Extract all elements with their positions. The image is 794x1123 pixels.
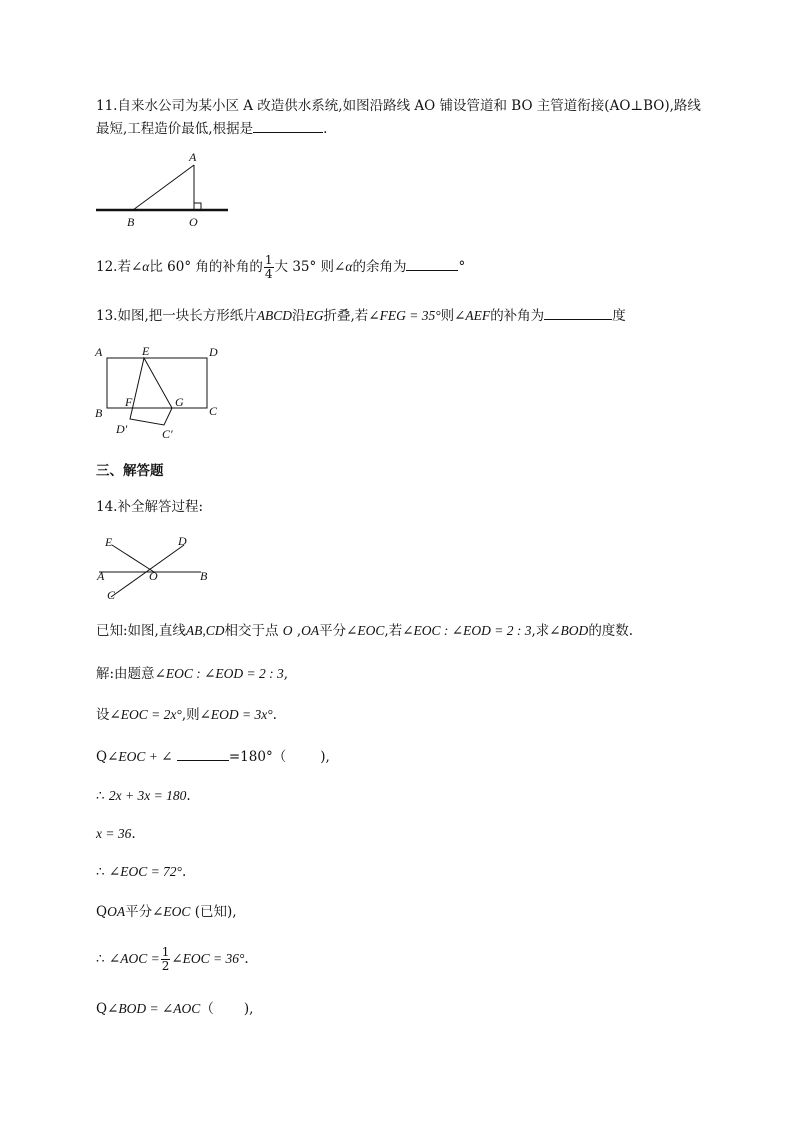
q14-lines: AB,CD bbox=[185, 623, 225, 638]
q14-s9-q: Q bbox=[96, 1001, 108, 1017]
q12-fraction bbox=[264, 254, 274, 281]
q14-s2-b: ∠EOD = 3x° bbox=[199, 707, 273, 722]
q14-s5-expr: x = 36 bbox=[96, 826, 132, 841]
q13-label-e: E bbox=[142, 344, 150, 358]
q12-text-mid1: 比 60° 角的补角的 bbox=[149, 259, 263, 275]
q14-s9-end: ), bbox=[243, 1001, 254, 1017]
q13-text-mid1: 沿 bbox=[292, 308, 306, 324]
q13-label-a: A bbox=[95, 345, 103, 359]
q11-line1 bbox=[96, 96, 701, 116]
q11-text-2: 最短,工程造价最低,根据是 bbox=[96, 121, 254, 137]
q11-figure bbox=[94, 148, 234, 232]
q14-figure bbox=[95, 535, 215, 601]
q14-step6 bbox=[96, 862, 186, 882]
q14-label-e: E bbox=[105, 535, 113, 549]
q11-end: . bbox=[323, 121, 328, 137]
q13-line bbox=[96, 305, 626, 326]
q14-s8-b: ∠EOC = 36° bbox=[171, 951, 245, 966]
q14-given-end: 的度数. bbox=[588, 623, 634, 639]
q14-s1-pre: 解:由题意 bbox=[96, 666, 155, 682]
q14-given bbox=[96, 621, 633, 641]
q13-angle: ∠AEF bbox=[454, 308, 491, 323]
q14-title: 14.补全解答过程: bbox=[96, 499, 204, 515]
q14-point-o: O bbox=[282, 623, 293, 638]
q14-given-pre: 已知:如图,直线 bbox=[96, 623, 186, 639]
q14-step7 bbox=[96, 902, 237, 922]
q11-label-b: B bbox=[127, 215, 135, 229]
q14-label-b: B bbox=[200, 569, 208, 583]
q11-label-o: O bbox=[189, 215, 198, 229]
q14-s8-frac-num: 1 bbox=[161, 945, 170, 959]
q12-answer-blank[interactable] bbox=[406, 256, 458, 271]
q13-label-d: D bbox=[209, 345, 218, 359]
q14-s6-therefore: ∴ bbox=[96, 864, 105, 880]
q13-folded-part bbox=[130, 358, 172, 425]
q14-s8-fraction bbox=[161, 946, 171, 973]
q13-end: 度 bbox=[612, 308, 626, 324]
q14-label-d: D bbox=[178, 535, 187, 548]
q14-ray-oe bbox=[112, 545, 154, 572]
q12-alpha-2: α bbox=[345, 259, 353, 274]
q14-ratio: ∠EOC : ∠EOD = 2 : 3 bbox=[402, 623, 532, 638]
q14-step1 bbox=[96, 664, 288, 684]
q14-s3-expr: ∠EOC + ∠ bbox=[107, 749, 173, 764]
q13-rect: ABCD bbox=[256, 308, 293, 323]
q13-text-mid4: 的补角为 bbox=[490, 308, 545, 324]
q14-step2 bbox=[96, 705, 277, 725]
q14-given-mid5: ,求 bbox=[531, 623, 550, 639]
q13-text-pre: 13.如图,把一块长方形纸片 bbox=[96, 308, 257, 324]
q14-oa: OA bbox=[301, 623, 320, 638]
q12-alpha-1: α bbox=[142, 259, 150, 274]
q11-answer-blank[interactable] bbox=[253, 118, 323, 133]
q13-text-mid2: 折叠,若 bbox=[323, 308, 369, 324]
q14-s2-mid: ,则 bbox=[181, 707, 200, 723]
q13-label-c: C bbox=[209, 404, 218, 418]
q13-text-mid3: 则 bbox=[440, 308, 455, 324]
q14-label-a: A bbox=[97, 569, 105, 583]
q12-end: ° bbox=[458, 259, 466, 275]
q11-text-1: 11.自来水公司为某小区 A 改造供水系统,如图沿路线 AO 铺设管道和 BO 主管道衔接(AO⊥BO),路线 bbox=[96, 98, 701, 114]
q14-s3-eq: =180°（ bbox=[228, 749, 287, 765]
q14-label-c: C bbox=[107, 588, 116, 601]
q14-s7-mid: 平分 bbox=[125, 904, 153, 920]
q14-s3-blank[interactable] bbox=[177, 746, 229, 761]
q13-label-g: G bbox=[175, 395, 184, 409]
q14-step4 bbox=[96, 786, 191, 806]
q12-line bbox=[96, 254, 465, 281]
q14-step8 bbox=[96, 946, 249, 973]
q13-answer-blank[interactable] bbox=[544, 305, 612, 320]
q13-figure bbox=[92, 340, 232, 444]
q14-s1-expr: ∠EOC : ∠EOD = 2 : 3 bbox=[154, 666, 284, 681]
q14-s8-therefore: ∴ bbox=[96, 951, 105, 967]
q12-frac-den: 4 bbox=[264, 267, 273, 281]
q14-given-mid1: 相交于点 bbox=[224, 623, 279, 639]
q14-s4-therefore: ∴ bbox=[96, 788, 105, 804]
q14-s9-expr: ∠BOD = ∠AOC bbox=[107, 1001, 201, 1016]
q13-label-d-prime: D′ bbox=[116, 422, 128, 436]
q14-given-mid3: 平分 bbox=[319, 623, 347, 639]
q14-s4-end: . bbox=[186, 788, 191, 804]
q14-s5-end: . bbox=[131, 826, 136, 842]
q14-step5 bbox=[96, 824, 136, 844]
q14-s3-end: ), bbox=[320, 749, 330, 765]
q11-label-a: A bbox=[189, 150, 197, 164]
q14-s2-a: ∠EOC = 2x° bbox=[109, 707, 182, 722]
q14-s3-q: Q bbox=[96, 749, 108, 765]
q14-s7-q: Q bbox=[96, 904, 108, 920]
section-title: 三、解答题 bbox=[96, 463, 164, 479]
q13-label-b: B bbox=[95, 406, 103, 420]
q14-s6-expr: ∠EOC = 72° bbox=[108, 864, 182, 879]
q14-s7-eoc: ∠EOC bbox=[152, 904, 191, 919]
q11-line2 bbox=[96, 118, 327, 139]
q13-fold: EG bbox=[305, 308, 324, 323]
q14-s2-pre: 设 bbox=[96, 707, 110, 723]
q14-step3 bbox=[96, 746, 330, 767]
q14-s1-end: , bbox=[283, 666, 289, 682]
q14-s9-paren: （ bbox=[200, 1001, 214, 1017]
q14-step9 bbox=[96, 999, 253, 1019]
q14-line-cd bbox=[111, 545, 184, 597]
q13-condition: ∠FEG = 35° bbox=[368, 308, 441, 323]
q14-label-o: O bbox=[149, 569, 158, 583]
q12-text-mid3: 的余角为 bbox=[352, 259, 407, 275]
q14-s7-oa: OA bbox=[107, 904, 126, 919]
q11-segment-ab bbox=[133, 165, 194, 210]
q14-s8-a: ∠AOC = bbox=[108, 951, 160, 966]
q14-s8-frac-den: 2 bbox=[161, 959, 170, 973]
q13-rectangle bbox=[107, 358, 207, 408]
q14-s8-end: . bbox=[244, 951, 249, 967]
q14-s2-end: . bbox=[272, 707, 277, 723]
q14-eoc: ∠EOC bbox=[346, 623, 385, 638]
q12-text-pre: 12.若∠ bbox=[96, 259, 143, 275]
q14-bod: ∠BOD bbox=[549, 623, 589, 638]
q14-given-mid2: , bbox=[296, 623, 302, 639]
q12-text-mid2: 大 35° 则∠ bbox=[274, 259, 346, 275]
q12-frac-num: 1 bbox=[264, 253, 273, 267]
q14-s6-end: . bbox=[181, 864, 187, 880]
q14-s7-end: (已知), bbox=[194, 904, 237, 920]
q14-given-mid4: ,若 bbox=[384, 623, 403, 639]
q13-label-c-prime: C′ bbox=[162, 427, 173, 441]
q14-s4-expr: 2x + 3x = 180 bbox=[108, 788, 187, 803]
q13-label-f: F bbox=[125, 395, 133, 409]
